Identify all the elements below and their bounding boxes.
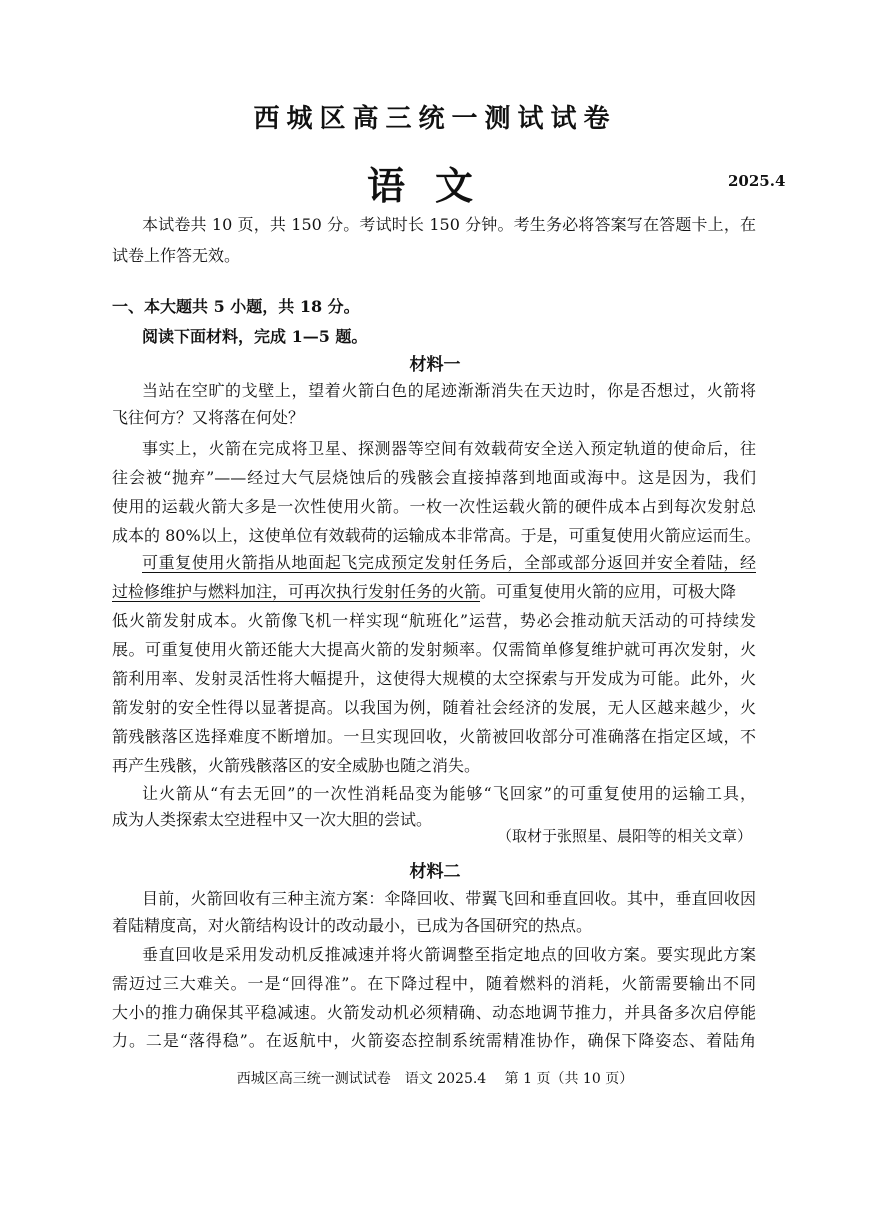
m1-underlined-definition-end: 过检修维护与燃料加注，可再次执行发射任务的火箭 [112, 582, 481, 601]
material-1-source: （取材于张照星、晨阳等的相关文章） [496, 827, 752, 845]
m1-p4-line: 让火箭从“有去无回”的一次性消耗品变为能够“飞回家”的可重复使用的运输工具， [142, 784, 756, 803]
material-1-title: 材料一 [409, 355, 461, 375]
m1-p1-line: 当站在空旷的戈壁上，望着火箭白色的尾迹渐渐消失在天边时，你是否想过，火箭将 [142, 381, 756, 400]
section-prompt: 阅读下面材料，完成 1—5 题。 [142, 327, 368, 346]
instructions-line-1: 本试卷共 10 页，共 150 分。考试时长 150 分钟。考生务必将答案写在答题卡上，在 [142, 215, 756, 234]
m2-p2-line: 力。二是“落得稳”。在返航中，火箭姿态控制系统需精准协作，确保下降姿态、着陆角 [112, 1031, 756, 1050]
m2-p1-line: 着陆精度高，对火箭结构设计的改动最小，已成为各国研究的热点。 [112, 916, 593, 935]
m1-p2-line: 成本的 80%以上，这使单位有效载荷的运输成本非常高。于是，可重复使用火箭应运而生。 [112, 526, 761, 545]
exam-date: 2025.4 [728, 172, 786, 190]
m1-p3-line: 箭残骸落区选择难度不断增加。一旦实现回收，火箭被回收部分可准确落在指定区域，不 [112, 727, 756, 746]
m2-p1-line: 目前，火箭回收有三种主流方案：伞降回收、带翼飞回和垂直回收。其中，垂直回收因 [142, 889, 756, 908]
m2-p2-line: 大小的推力确保其平稳减速。火箭发动机必须精确、动态地调节推力，并具备多次启停能 [112, 1003, 756, 1022]
exam-title: 西城区高三统一测试试卷 [253, 104, 617, 134]
m1-p3-line: 箭利用率、发射灵活性将大幅提升，这使得大规模的太空探索与开发成为可能。此外，火 [112, 669, 756, 688]
page-footer: 西城区高三统一测试试卷 语文 2025.4 第 1 页（共 10 页） [236, 1071, 634, 1087]
instructions-line-2: 试卷上作答无效。 [112, 246, 241, 265]
m1-p2-line: 往会被“抛弃”——经过大气层烧蚀后的残骸会直接掉落到地面或海中。这是因为，我们 [112, 468, 756, 487]
section-heading: 一、本大题共 5 小题，共 18 分。 [112, 297, 360, 316]
m1-p3-line: 再产生残骸，火箭残骸落区的安全威胁也随之消失。 [112, 756, 481, 775]
m2-p2-line: 需迈过三大难关。一是“回得准”。在下降过程中，随着燃料的消耗，火箭需要输出不同 [112, 974, 756, 993]
m1-p3-line: 箭发射的安全性得以显著提高。以我国为例，随着社会经济的发展，无人区越来越少，火 [112, 698, 756, 717]
m1-p3-line-2 [112, 579, 756, 602]
subject-title: 语文 [366, 163, 503, 208]
m1-p3-line-2-rest: 。可重复使用火箭的应用，可极大降 [480, 582, 737, 601]
m1-p2-line: 事实上，火箭在完成将卫星、探测器等空间有效载荷安全送入预定轨道的使命后，往 [142, 439, 756, 458]
m2-p2-line: 垂直回收是采用发动机反推减速并将火箭调整至指定地点的回收方案。要实现此方案 [142, 945, 756, 964]
m1-p4-line: 成为人类探索太空进程中又一次大胆的尝试。 [112, 810, 433, 829]
m1-p1-line: 飞往何方？又将落在何处？ [112, 408, 305, 427]
m1-p2-line: 使用的运载火箭大多是一次性使用火箭。一枚一次性运载火箭的硬件成本占到每次发射总 [112, 497, 756, 516]
m1-p3-line: 展。可重复使用火箭还能大大提高火箭的发射频率。仅需简单修复维护就可再次发射，火 [112, 640, 756, 659]
material-2-title: 材料二 [409, 862, 461, 882]
m1-p3-line: 低火箭发射成本。火箭像飞机一样实现“航班化”运营，势必会推动航天活动的可持续发 [112, 611, 756, 630]
m1-underlined-definition: 可重复使用火箭指从地面起飞完成预定发射任务后，全部或部分返回并安全着陆，经 [142, 553, 756, 572]
